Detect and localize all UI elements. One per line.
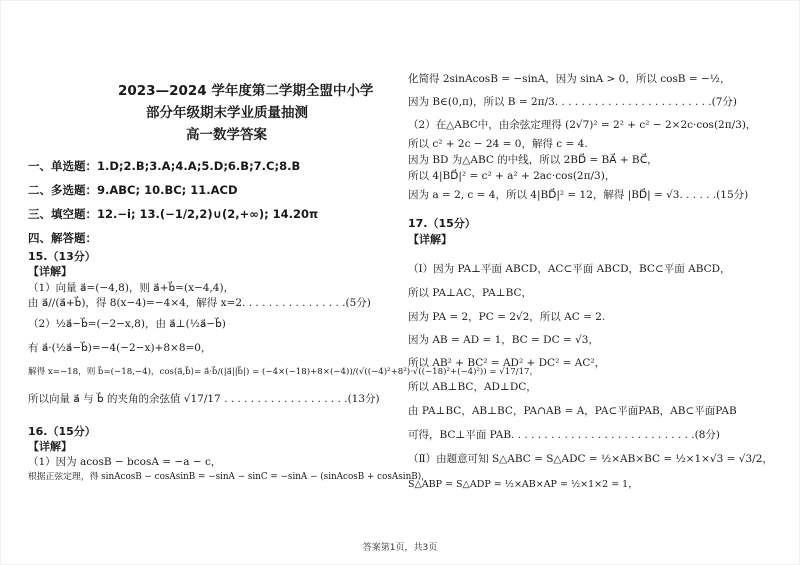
page-footer: 答案第1页，共3页 (362, 543, 438, 553)
title-line-3: 高一数学答案 (186, 127, 267, 143)
problem-17-heading: 17.（15分） (408, 217, 476, 230)
solution-line: 所以 PA⊥AC，PA⊥BC， (408, 287, 533, 299)
solution-line: 由 PA⊥BC，AB⊥BC，PA∩AB = A，PA⊂平面PAB，AB⊂平面PAB (408, 405, 737, 417)
solution-line: 所以 AB⊥BC，AD⊥DC， (408, 381, 537, 393)
solution-line: 可得，BC⊥平面 PAB. . . . . . . . . . . . . . . . . . . . . . . . . . . .(8分) (408, 429, 721, 441)
solution-line: 由 a⃗//(a⃗+b⃗)，得 8(x−4)=−4×4，解得 x=2. . . . . . . . . . . . . . . .(5分) (28, 297, 371, 309)
problem-16-heading: 16.（15分） (28, 425, 96, 438)
single-choice-answers: 一、单选题：1.D;2.B;3.A;4.A;5.D;6.B;7.C;8.B (28, 159, 301, 173)
title-line-1: 2023—2024 学年度第二学期全盟中小学 (118, 83, 374, 99)
fill-blank-answers: 三、填空题：12.−i; 13.(−1/2,2)∪(2,+∞); 14.20π (28, 207, 319, 221)
solution-line: 因为 B∈(0,π)，所以 B = 2π/3. . . . . . . . . . . . . . . . . . . . . . . .(7分) (408, 96, 738, 108)
solution-line: 有 a⃗·(½a⃗−b⃗)=−4(−2−x)+8×8=0， (28, 342, 212, 354)
solution-line: （1）因为 acosB − bcosA = −a − c， (28, 456, 222, 468)
solution-line: （Ⅱ）由题意可知 S△ABC = S△ADC = ½×AB×BC = ½×1×√3 = √3/2， (408, 453, 773, 465)
solution-line: 所以 AB² + BC² = AD² + DC² = AC²， (408, 357, 606, 369)
solution-line: 因为 AB = AD = 1，BC = DC = √3， (408, 334, 599, 346)
solution-line: S△ABP = S△ADP = ½×AB×AP = ½×1×2 = 1， (408, 479, 638, 490)
solution-line: 化简得 2sinAcosB = −sinA，因为 sinA > 0，所以 cosB = −½， (408, 73, 731, 85)
solution-line: 因为 PA = 2，PC = 2√2，所以 AC = 2. (408, 311, 606, 323)
section-heading-solutions: 四、解答题： (28, 231, 97, 245)
detail-label: 【详解】 (28, 265, 72, 278)
solution-line: （2）½a⃗−b⃗=(−2−x,8)，由 a⃗⊥(½a⃗−b⃗) (28, 318, 226, 330)
multi-choice-answers: 二、多选题：9.ABC; 10.BC; 11.ACD (28, 183, 238, 197)
solution-line: （Ⅰ）因为 PA⊥平面 ABCD，AC⊂平面 ABCD，BC⊂平面 ABCD， (408, 263, 731, 275)
detail-label: 【详解】 (408, 233, 452, 246)
title-line-2: 部分年级期末学业质量抽测 (146, 105, 308, 121)
problem-15-heading: 15.（13分） (28, 250, 96, 263)
solution-line: 因为 a = 2, c = 4，所以 4|BD⃗|² = 12，解得 |BD⃗| = √3. . . . . .(15分) (408, 189, 749, 201)
solution-line: 解得 x=−18，则 b⃗=(−18,−4)，cos⟨a⃗,b⃗⟩= a⃗·b⃗/(|a⃗||b⃗|) = (−4×(−18)+8×(−4))/(√((−4)²+8²)·√((−18)²+(−4)²)) = √17/17， (28, 367, 539, 377)
solution-line: 根据正弦定理，得 sinAcosB − cosAsinB = −sinA − sinC = −sinA − (sinAcosB + cosAsinB)， (28, 472, 430, 482)
detail-label: 【详解】 (28, 440, 72, 453)
solution-line: 所以 c² + 2c − 24 = 0，解得 c = 4. (408, 138, 588, 150)
solution-line: 因为 BD 为△ABC 的中线，所以 2BD⃗ = BA⃗ + BC⃗， (408, 154, 658, 166)
solution-line: 所以向量 a⃗ 与 b⃗ 的夹角的余弦值 √17/17 . . . . . . . . . . . . . . . . . . .(13分) (28, 393, 380, 405)
solution-line: （2）在△ABC中，由余弦定理得 (2√7)² = 2² + c² − 2×2c·cos(2π/3)， (408, 119, 757, 131)
solution-line: 所以 4|BD⃗|² = c² + a² + 2ac·cos(2π/3)， (408, 170, 616, 182)
solution-line: （1）向量 a⃗=(−4,8)，则 a⃗+b⃗=(x−4,4)， (28, 282, 235, 294)
